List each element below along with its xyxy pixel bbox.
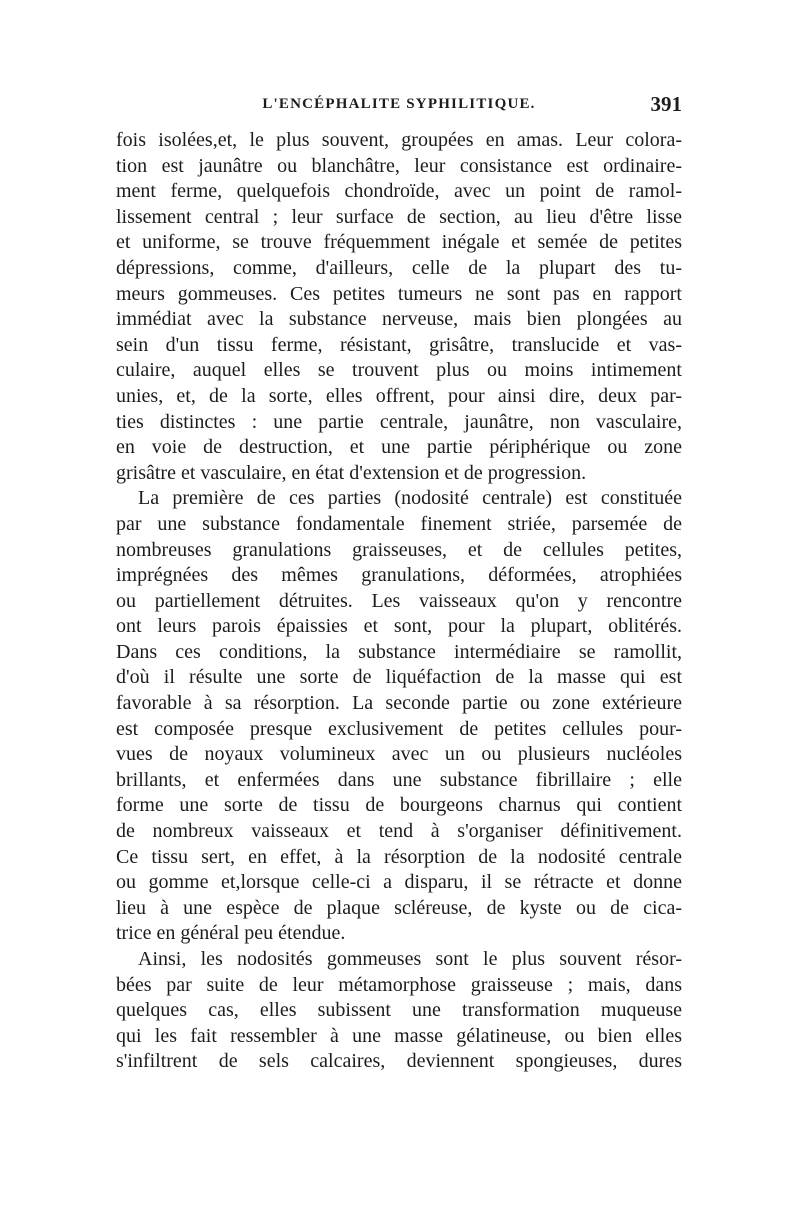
page-header bbox=[116, 92, 682, 122]
text-line: de nombreux vaisseaux et tend à s'organiser définitivement. bbox=[116, 820, 682, 843]
text-line: quelques cas, elles subissent une transformation muqueuse bbox=[116, 999, 682, 1022]
text-line: meurs gommeuses. Ces petites tumeurs ne sont pas en rapport bbox=[116, 282, 682, 305]
text-line: vues de noyaux volumineux avec un ou plusieurs nucléoles bbox=[116, 743, 682, 766]
body-text bbox=[116, 128, 682, 1075]
text-line: unies, et, de la sorte, elles offrent, pour ainsi dire, deux par- bbox=[116, 384, 682, 407]
book-page bbox=[116, 92, 682, 1075]
text-line: dépressions, comme, d'ailleurs, celle de la plupart des tu- bbox=[116, 256, 682, 279]
text-line: culaire, auquel elles se trouvent plus ou moins intimement bbox=[116, 359, 682, 382]
text-line: sein d'un tissu ferme, résistant, grisâtre, translucide et vas- bbox=[116, 333, 682, 356]
text-line: lissement central ; leur surface de section, au lieu d'être lisse bbox=[116, 205, 682, 228]
text-line: ties distinctes : une partie centrale, jaunâtre, non vasculaire, bbox=[116, 410, 682, 433]
text-line: lieu à une espèce de plaque scléreuse, de kyste ou de cica- bbox=[116, 896, 682, 919]
text-line: immédiat avec la substance nerveuse, mais bien plongées au bbox=[116, 308, 682, 331]
text-line: forme une sorte de tissu de bourgeons charnus qui contient bbox=[116, 794, 682, 817]
text-line: Dans ces conditions, la substance intermédiaire se ramollit, bbox=[116, 640, 682, 663]
page-number: 391 bbox=[650, 92, 682, 116]
text-line: et uniforme, se trouve fréquemment inégale et semée de petites bbox=[116, 231, 682, 254]
text-line: d'où il résulte une sorte de liquéfaction de la masse qui est bbox=[116, 666, 682, 689]
text-line: s'infiltrent de sels calcaires, deviennent spongieuses, dures bbox=[116, 1050, 682, 1073]
text-line: qui les fait ressembler à une masse gélatineuse, ou bien elles bbox=[116, 1024, 682, 1047]
text-line: favorable à sa résorption. La seconde partie ou zone extérieure bbox=[116, 692, 682, 715]
paragraph-first-line: Ainsi, les nodosités gommeuses sont le plus souvent résor- bbox=[138, 948, 682, 970]
text-line: Ce tissu sert, en effet, à la résorption de la nodosité centrale bbox=[116, 845, 682, 868]
text-line: trice en général peu étendue. bbox=[116, 922, 346, 945]
text-line: bées par suite de leur métamorphose graisseuse ; mais, dans bbox=[116, 973, 682, 996]
text-line: brillants, et enfermées dans une substance fibrillaire ; elle bbox=[116, 768, 682, 791]
text-line: imprégnées des mêmes granulations, déformées, atrophiées bbox=[116, 564, 682, 587]
text-line: par une substance fondamentale finement striée, parsemée de bbox=[116, 512, 682, 535]
paragraph-first-line: La première de ces parties (nodosité centrale) est constituée bbox=[138, 487, 682, 510]
text-line: en voie de destruction, et une partie périphérique ou zone bbox=[116, 436, 682, 459]
text-line: grisâtre et vasculaire, en état d'extension et de progression. bbox=[116, 461, 587, 484]
text-line: ou gomme et,lorsque celle-ci a disparu, il se rétracte et donne bbox=[116, 871, 682, 894]
text-line: ou partiellement détruites. Les vaisseaux qu'on y rencontre bbox=[116, 589, 682, 612]
text-line: ment ferme, quelquefois chondroïde, avec un point de ramol- bbox=[116, 180, 682, 203]
text-line: nombreuses granulations graisseuses, et de cellules petites, bbox=[116, 538, 682, 561]
text-line: fois isolées,et, le plus souvent, groupées en amas. Leur colora- bbox=[116, 129, 682, 151]
text-line: tion est jaunâtre ou blanchâtre, leur consistance est ordinaire- bbox=[116, 154, 682, 177]
text-line: ont leurs parois épaissies et sont, pour la plupart, oblitérés. bbox=[116, 615, 682, 638]
text-line: est composée presque exclusivement de petites cellules pour- bbox=[116, 717, 682, 740]
running-title: L'ENCÉPHALITE SYPHILITIQUE. bbox=[262, 96, 536, 112]
